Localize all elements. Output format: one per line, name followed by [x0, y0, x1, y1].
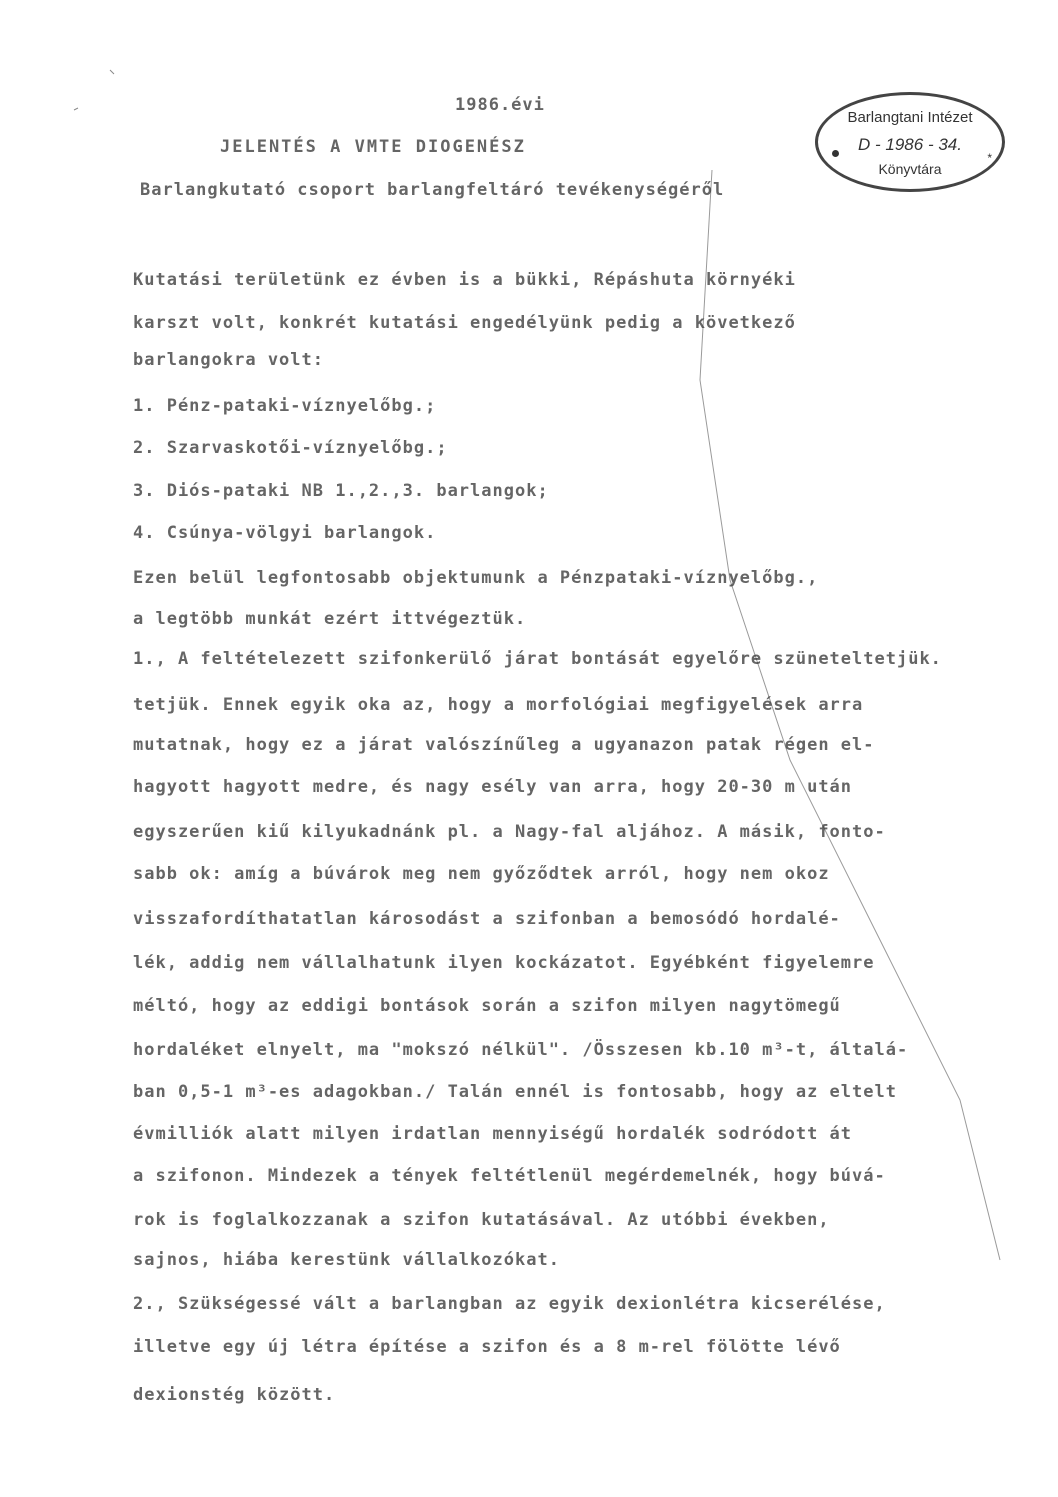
body-line: dexionstég között. — [133, 1385, 336, 1405]
body-line: 1., A feltételezett szifonkerülő járat bontását egyelőre szüneteltetjük. — [133, 649, 942, 669]
body-line: Ezen belül legfontosabb objektumunk a Pénzpataki-víznyelőbg., — [133, 568, 819, 588]
body-line: 2. Szarvaskotői-víznyelőbg.; — [133, 438, 448, 458]
body-line: hagyott hagyott medre, és nagy esély van arra, hogy 20-30 m után — [133, 777, 853, 797]
body-line: Kutatási területünk ez évben is a bükki, Répáshuta környéki — [133, 270, 796, 290]
body-line: sabb ok: amíg a búvárok meg nem győződtek arról, hogy nem okoz — [133, 864, 830, 884]
body-line: 2., Szükségessé vált a barlangban az egyik dexionlétra kicserélése, — [133, 1294, 886, 1314]
stamp-star: * — [987, 151, 992, 165]
body-line: 1. Pénz-pataki-víznyelőbg.; — [133, 396, 437, 416]
body-line: ban 0,5-1 m³-es adagokban./ Talán ennél is fontosabb, hogy az eltelt — [133, 1082, 897, 1102]
report-title: JELENTÉS A VMTE DIOGENÉSZ — [220, 137, 526, 157]
body-line: évmilliók alatt milyen irdatlan mennyiségű hordalék sodródott át — [133, 1124, 853, 1144]
body-line: méltó, hogy az eddigi bontások során a szifon milyen nagytömegű — [133, 996, 841, 1016]
body-line: rok is foglalkozzanak a szifon kutatásával. Az utóbbi években, — [133, 1210, 830, 1230]
report-subtitle: Barlangkutató csoport barlangfeltáró tevékenységéről — [140, 180, 725, 200]
body-line: lék, addig nem vállalhatunk ilyen kockázatot. Egyébként figyelemre — [133, 953, 875, 973]
body-line: egyszerűen kiű kilyukadnánk pl. a Nagy-fal aljához. A másik, fonto- — [133, 822, 886, 842]
body-line: 4. Csúnya-völgyi barlangok. — [133, 523, 437, 543]
body-line: sajnos, hiába kerestünk vállalkozókat. — [133, 1250, 560, 1270]
body-line: hordaléket elnyelt, ma "mokszó nélkül". /Összesen kb.10 m³-t, általá- — [133, 1040, 909, 1060]
stamp-library: Könyvtára — [878, 161, 942, 177]
body-line: a szifonon. Mindezek a tények feltétlenül megérdemelnék, hogy búvá- — [133, 1166, 886, 1186]
stamp-dot — [832, 150, 839, 157]
body-line: karszt volt, konkrét kutatási engedélyünk pedig a következő — [133, 313, 796, 333]
stamp-institute: Barlangtani Intézet — [847, 109, 973, 126]
body-line: 3. Diós-pataki NB 1.,2.,3. barlangok; — [133, 481, 549, 501]
report-year: 1986.évi — [455, 95, 545, 115]
body-line: visszafordíthatatlan károsodást a szifonban a bemosódó hordalé- — [133, 909, 841, 929]
body-line: mutatnak, hogy ez a járat valószínűleg a ugyanazon patak régen el- — [133, 735, 875, 755]
body-line: tetjük. Ennek egyik oka az, hogy a morfológiai megfigyelések arra — [133, 695, 864, 715]
body-line: barlangokra volt: — [133, 350, 324, 370]
body-line: illetve egy új létra építése a szifon és a 8 m-rel fölötte lévő — [133, 1337, 841, 1357]
body-line: a legtöbb munkát ezért ittvégeztük. — [133, 609, 527, 629]
library-stamp — [815, 92, 1005, 192]
stamp-catalog-number: D - 1986 - 34. — [858, 135, 962, 154]
